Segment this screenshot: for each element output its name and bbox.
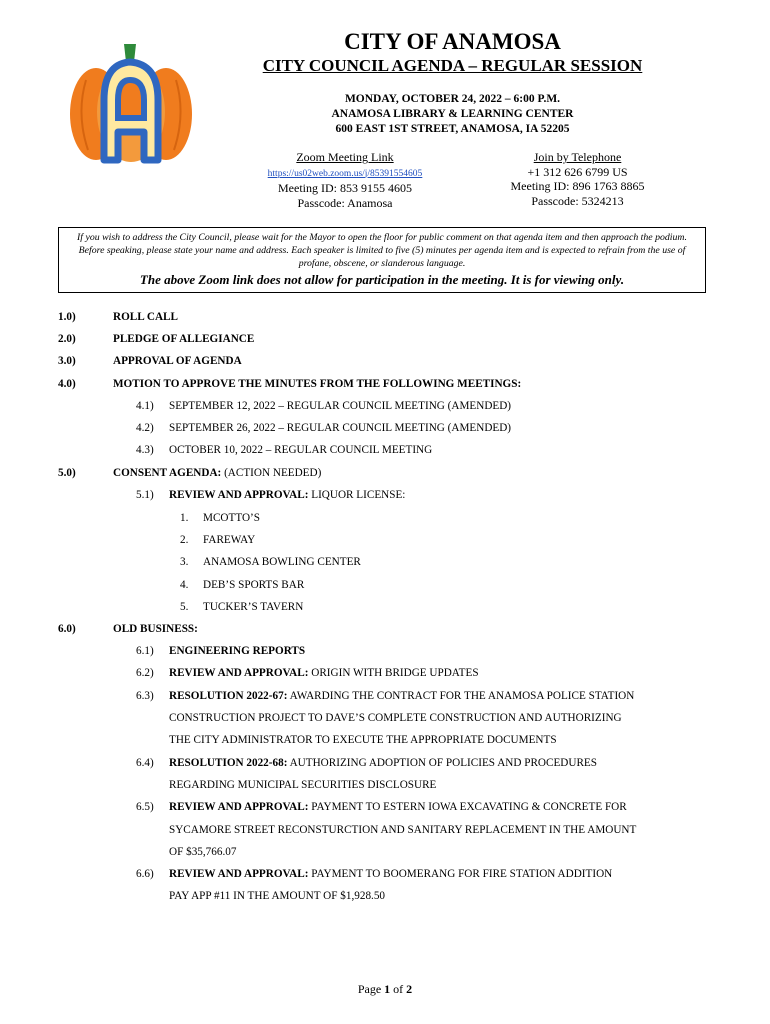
sub-item-text — [169, 801, 627, 813]
agenda-item-old-business: OLD BUSINESS: — [113, 623, 198, 635]
agenda-item-minutes: MOTION TO APPROVE THE MINUTES FROM THE FOLLOWING MEETINGS: — [113, 378, 522, 390]
zoom-label: Zoom Meeting Link — [296, 150, 394, 164]
telephone-meeting-id: Meeting ID: 896 1763 8865 — [510, 179, 645, 193]
license-number: 5. — [180, 601, 189, 613]
sub-item-continuation: OF $35,766.07 — [169, 846, 237, 858]
sub-item-text: SEPTEMBER 26, 2022 – REGULAR COUNCIL MEETING (AMENDED) — [169, 422, 512, 434]
sub-item-bold: REVIEW AND APPROVAL: — [169, 801, 309, 813]
meeting-meta — [230, 92, 675, 137]
sub-item-number: 6.6) — [136, 868, 154, 880]
sub-item-number: 4.2) — [136, 422, 154, 434]
public-comment-notice — [58, 227, 706, 293]
item-number: 5.0) — [58, 467, 76, 479]
meeting-venue: ANAMOSA LIBRARY & LEARNING CENTER — [331, 108, 574, 120]
notice-text: If you wish to address the City Council, please wait for the Mayor to open the floor for public comment on that agenda item and then approach the podium. Before speaking, please state your name and address. Each speaker is limited to five (5) minutes per agenda item and is expected to refrain from the use of profane, obscene, or slanderous language. — [77, 232, 687, 269]
agenda-item-consent — [113, 467, 321, 479]
sub-item-number: 6.3) — [136, 690, 154, 702]
sub-item-detail: AWARDING THE CONTRACT FOR THE ANAMOSA POLICE STATION — [287, 690, 635, 702]
license-number: 3. — [180, 556, 189, 568]
zoom-link[interactable]: https://us02web.zoom.us/j/85391554605 — [267, 168, 423, 179]
agenda-item-pledge: PLEDGE OF ALLEGIANCE — [113, 333, 255, 345]
item-number: 4.0) — [58, 378, 76, 390]
license-number: 1. — [180, 512, 189, 524]
sub-item-number: 6.4) — [136, 757, 154, 769]
agenda-item-approval: APPROVAL OF AGENDA — [113, 355, 242, 367]
sub-item-text — [169, 645, 305, 657]
license-number: 2. — [180, 534, 189, 546]
page-footer — [0, 982, 770, 997]
telephone-number: +1 312 626 6799 US — [527, 164, 628, 179]
license-item: FAREWAY — [203, 534, 256, 546]
city-name: CITY OF ANAMOSA — [344, 29, 561, 54]
sub-item-detail: PAYMENT TO BOOMERANG FOR FIRE STATION ADDITION — [308, 868, 613, 880]
sub-item-detail: AUTHORIZING ADOPTION OF POLICIES AND PROCEDURES — [287, 757, 597, 769]
consent-note: (ACTION NEEDED) — [221, 467, 322, 479]
telephone-info — [495, 150, 660, 208]
item-number: 3.0) — [58, 355, 76, 367]
sub-item-detail: PAYMENT TO ESTERN IOWA EXCAVATING & CONCRETE FOR — [308, 801, 627, 813]
sub-item-continuation: PAY APP #11 IN THE AMOUNT OF $1,928.50 — [169, 890, 386, 902]
sub-item-number: 5.1) — [136, 489, 154, 501]
sub-item-bold: RESOLUTION 2022-68: — [169, 757, 288, 769]
sub-item-continuation: SYCAMORE STREET RECONSTURCTION AND SANITARY REPLACEMENT IN THE AMOUNT — [169, 824, 637, 836]
sub-item-text: SEPTEMBER 12, 2022 – REGULAR COUNCIL MEETING (AMENDED) — [169, 400, 512, 412]
zoom-meeting-id: Meeting ID: 853 9155 4605 — [278, 181, 412, 195]
license-number: 4. — [180, 579, 189, 591]
page-current: 1 — [384, 982, 391, 996]
sub-item-text — [169, 868, 612, 880]
license-item: DEB’S SPORTS BAR — [203, 579, 305, 591]
sub-item-number: 4.3) — [136, 444, 154, 456]
sub-item-text: OCTOBER 10, 2022 – REGULAR COUNCIL MEETING — [169, 444, 433, 456]
anamosa-pumpkin-logo — [66, 40, 196, 164]
zoom-info — [245, 150, 445, 210]
zoom-passcode: Passcode: Anamosa — [297, 195, 393, 210]
sub-item-continuation: REGARDING MUNICIPAL SECURITIES DISCLOSURE — [169, 779, 437, 791]
notice-viewing-only: The above Zoom link does not allow for participation in the meeting. It is for viewing only. — [139, 272, 625, 288]
sub-item-number: 6.1) — [136, 645, 154, 657]
agenda-item-roll-call: ROLL CALL — [113, 311, 178, 323]
sub-item-number: 6.5) — [136, 801, 154, 813]
license-item: ANAMOSA BOWLING CENTER — [203, 556, 361, 568]
sub-item-bold: REVIEW AND APPROVAL: — [169, 667, 309, 679]
sub-item-detail: LIQUOR LICENSE: — [308, 489, 406, 501]
license-item: MCOTTO’S — [203, 512, 260, 524]
sub-item-number: 4.1) — [136, 400, 154, 412]
item-number: 1.0) — [58, 311, 76, 323]
sub-item-number: 6.2) — [136, 667, 154, 679]
sub-item-detail: ORIGIN WITH BRIDGE UPDATES — [308, 667, 479, 679]
agenda-title: CITY COUNCIL AGENDA – REGULAR SESSION — [262, 56, 643, 75]
sub-item-bold: RESOLUTION 2022-67: — [169, 690, 288, 702]
item-number: 2.0) — [58, 333, 76, 345]
telephone-label: Join by Telephone — [533, 150, 622, 164]
sub-item-bold: REVIEW AND APPROVAL: — [169, 868, 309, 880]
item-number: 6.0) — [58, 623, 76, 635]
license-item: TUCKER’S TAVERN — [203, 601, 304, 613]
sub-item-text — [169, 667, 479, 679]
sub-item-bold: REVIEW AND APPROVAL: — [169, 489, 309, 501]
sub-item-text — [169, 690, 634, 702]
meeting-address: 600 EAST 1ST STREET, ANAMOSA, IA 52205 — [335, 123, 570, 135]
sub-item-continuation: CONSTRUCTION PROJECT TO DAVE’S COMPLETE CONSTRUCTION AND AUTHORIZING — [169, 712, 622, 724]
telephone-passcode: Passcode: 5324213 — [531, 193, 624, 208]
meeting-date: MONDAY, OCTOBER 24, 2022 – 6:00 P.M. — [344, 93, 561, 105]
page-of: of — [390, 982, 407, 996]
page-prefix: Page — [357, 982, 385, 996]
consent-label: CONSENT AGENDA: — [113, 467, 222, 479]
page-total: 2 — [406, 982, 413, 996]
sub-item-bold: ENGINEERING REPORTS — [169, 645, 306, 657]
sub-item-text — [169, 757, 597, 769]
sub-item-text — [169, 489, 405, 501]
sub-item-continuation: THE CITY ADMINISTRATOR TO EXECUTE THE APPROPRIATE DOCUMENTS — [169, 734, 557, 746]
